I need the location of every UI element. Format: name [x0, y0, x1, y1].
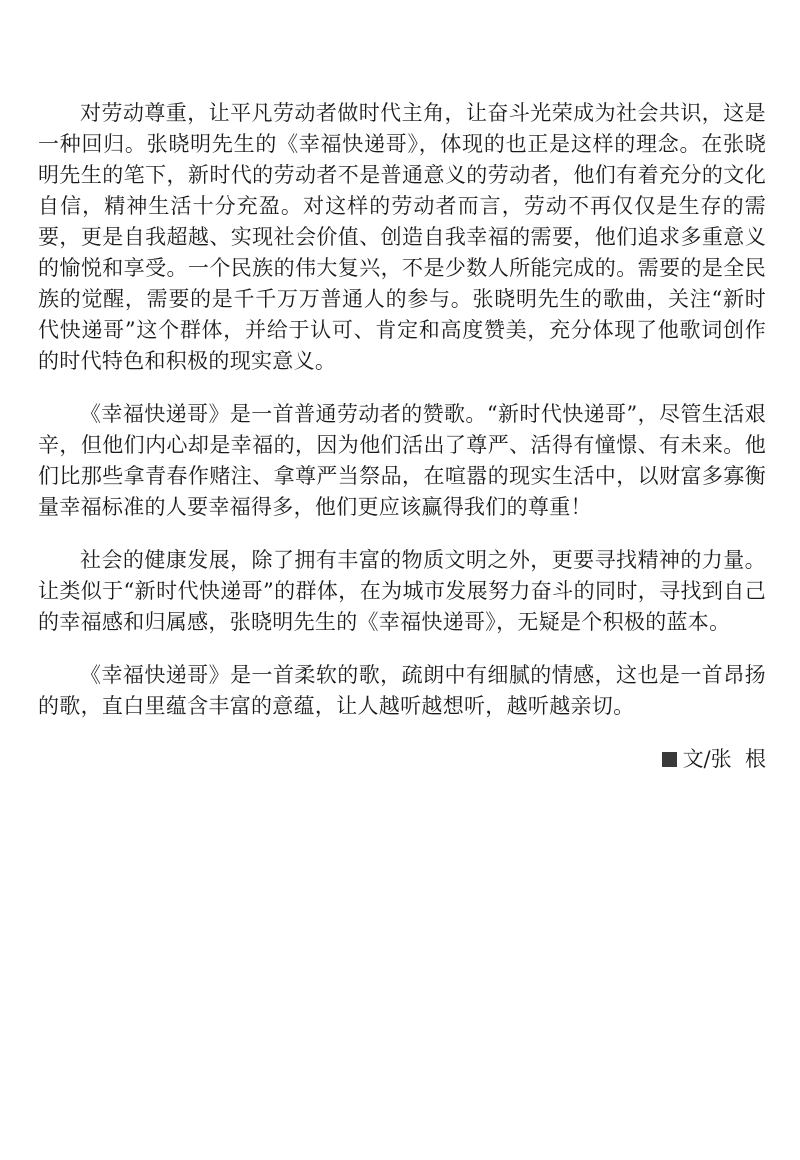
paragraph-2: 《幸福快递哥》是一首普通劳动者的赞歌。“新时代快递哥”，尽管生活艰辛，但他们内心却是幸福的，因为他们活出了尊严、活得有憧憬、有未来。他们比那些拿青春作赌注、拿尊严当祭品，在喧嚣的现实生活中，以财富多寡衡量幸福标准的人要幸福得多，他们更应该赢得我们的尊重！ [38, 402, 766, 519]
paragraph-3: 社会的健康发展，除了拥有丰富的物质文明之外，更要寻找精神的力量。让类似于“新时代快递哥”的群体，在为城市发展努力奋斗的同时，寻找到自己的幸福感和归属感，张晓明先生的《幸福快递哥》，无疑是个积极的蓝本。 [38, 548, 766, 634]
article-body [38, 98, 766, 775]
byline-text: 文/张 根 [682, 747, 766, 771]
paragraph-4: 《幸福快递哥》是一首柔软的歌，疏朗中有细腻的情感，这也是一首昂扬的歌，直白里蕴含丰富的意蕴，让人越听越想听，越听越亲切。 [38, 663, 766, 718]
paragraph-1: 对劳动尊重，让平凡劳动者做时代主角，让奋斗光荣成为社会共识，这是一种回归。张晓明先生的《幸福快递哥》，体现的也正是这样的理念。在张晓明先生的笔下，新时代的劳动者不是普通意义的劳动者，他们有着充分的文化自信，精神生活十分充盈。对这样的劳动者而言，劳动不再仅仅是生存的需要，更是自我超越、实现社会价值、创造自我幸福的需要，他们追求多重意义的愉悦和享受。一个民族的伟大复兴，不是少数人所能完成的。需要的是全民族的觉醒，需要的是千千万万普通人的参与。张晓明先生的歌曲，关注“新时代快递哥”这个群体，并给于认可、肯定和高度赞美，充分体现了他歌词创作的时代特色和积极的现实意义。 [38, 101, 766, 373]
author-byline [38, 744, 766, 775]
square-bullet-icon [662, 752, 677, 767]
